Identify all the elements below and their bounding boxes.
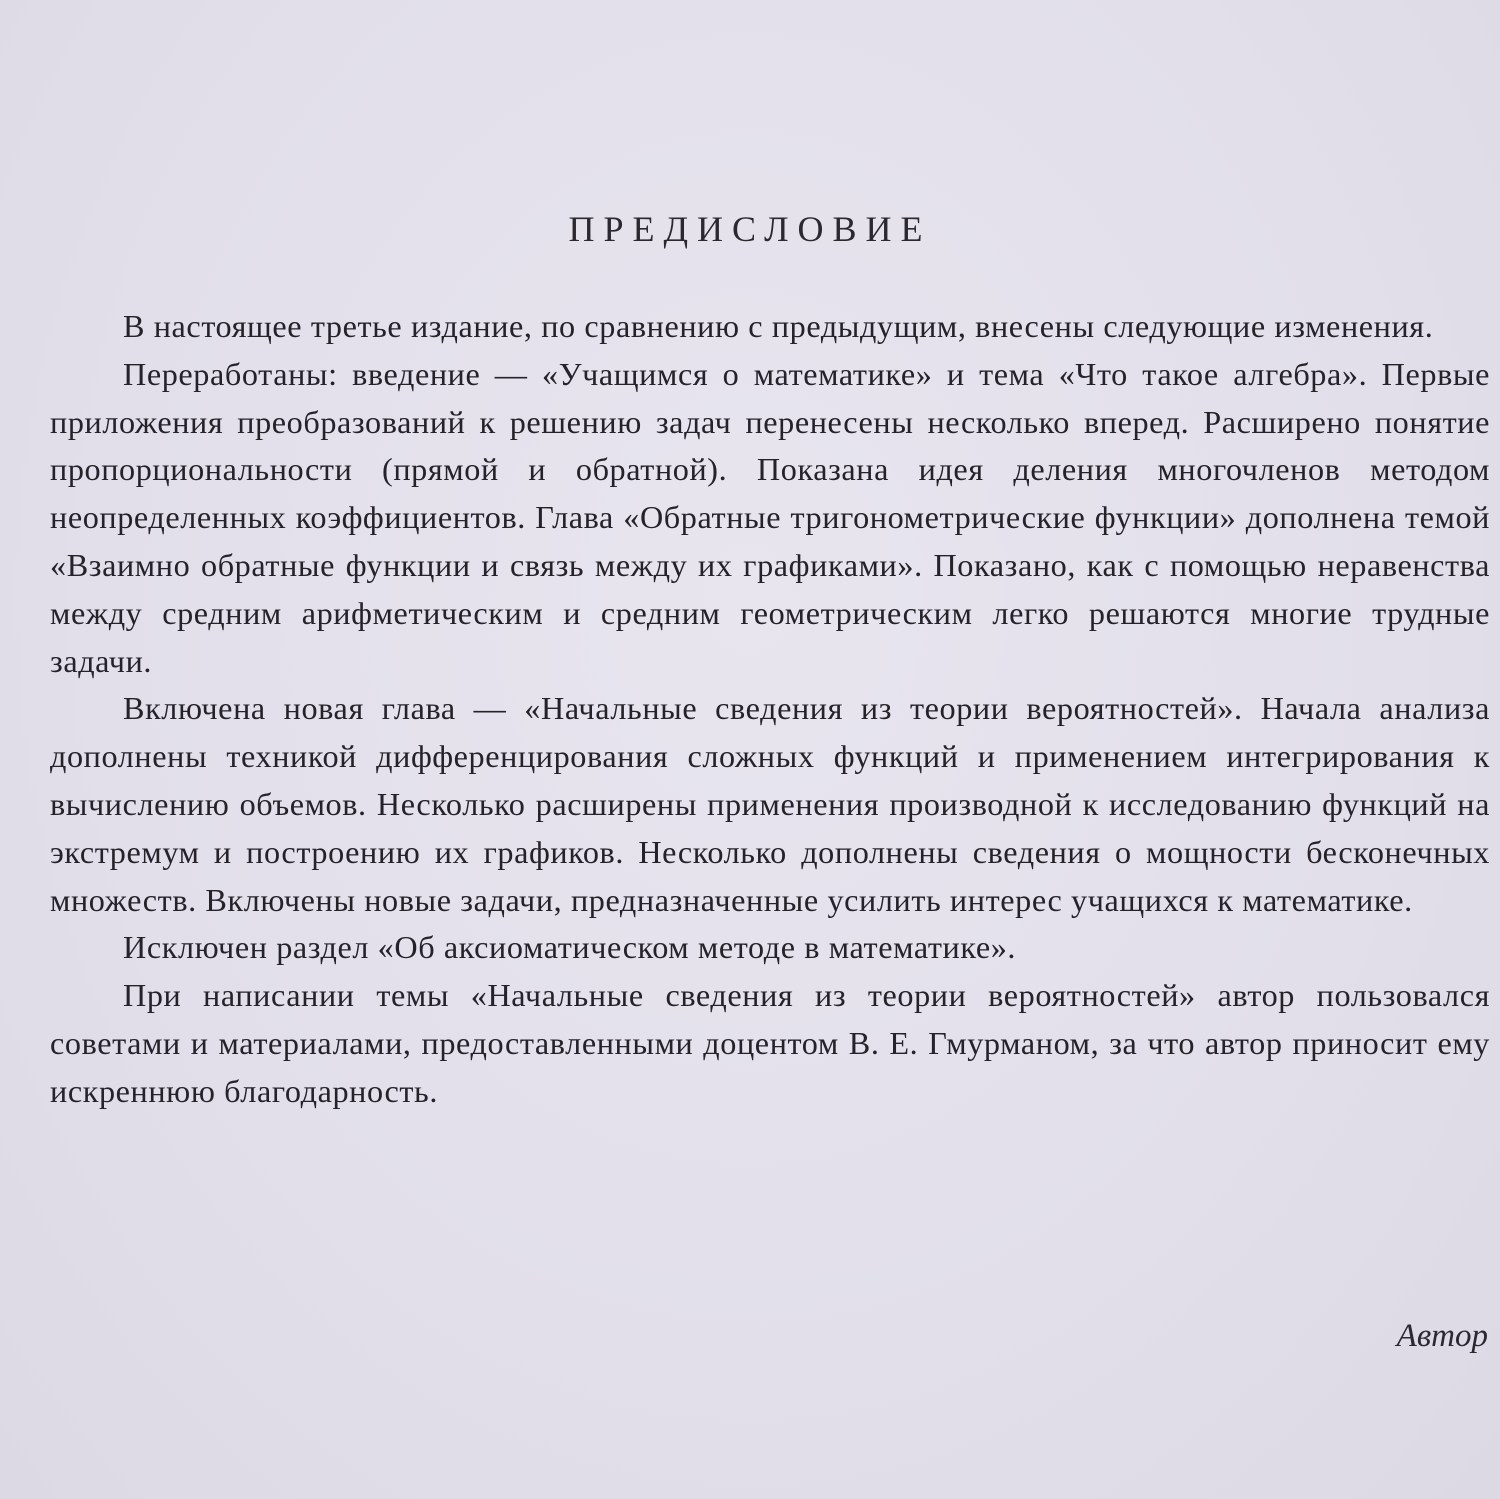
page-title: ПРЕДИСЛОВИЕ (568, 209, 932, 249)
paragraph: Исключен раздел «Об аксиоматическом методе в математике». (123, 929, 1017, 966)
paragraph: Переработаны: введение — «Учащимся о математике» и тема «Что такое алгебра». Первые приложения преобразований к решению задач перенесены несколько вперед. Расширено понятие пропорциональности (прямой и обратной). Показана идея деления многочленов методом неопределенных коэффициентов. Глава «Обратные тригонометрические функции» дополнена темой «Взаимно обратные функции и связь между их графиками». Показано, как с помощью неравенства между средним арифметическим и средним геометрическим легко решаются многие трудные задачи. (50, 355, 1490, 679)
preface-body (50, 303, 1490, 1116)
paragraph: При написании темы «Начальные сведения из теории вероятностей» автор пользовался советами и материалами, предоставленными доцентом В. Е. Гмурманом, за что автор приносит ему искреннюю благодарность. (50, 977, 1490, 1109)
paragraph: Включена новая глава — «Начальные сведения из теории вероятностей». Начала анализа дополнены техникой дифференцирования сложных функций и применением интегрирования к вычислению объемов. Несколько расширены применения производной к исследованию функций на экстремум и построению их графиков. Несколько дополнены сведения о мощности бесконечных множеств. Включены новые задачи, предназначенные усилить интерес учащихся к математике. (50, 690, 1490, 918)
paragraph: В настоящее третье издание, по сравнению с предыдущим, внесены следующие изменения. (123, 308, 1434, 344)
author-signature: Автор (1396, 1318, 1488, 1354)
